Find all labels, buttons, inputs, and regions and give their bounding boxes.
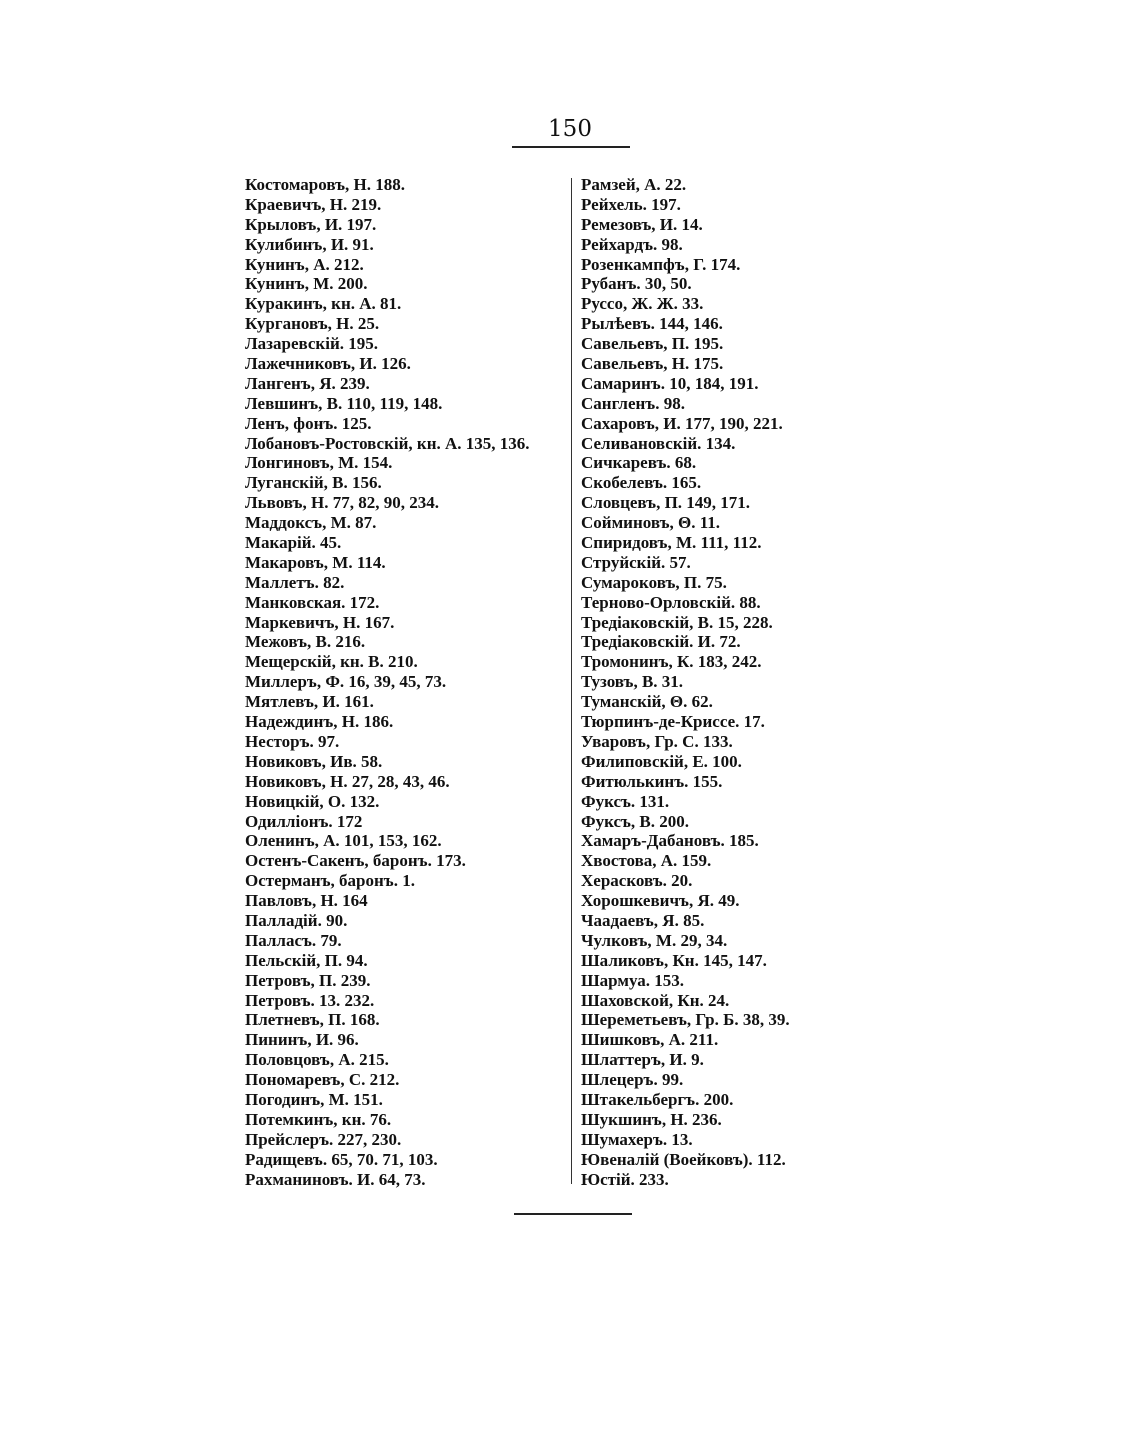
index-entry: Мещерскій, кн. В. 210. (245, 652, 418, 672)
page-number: 150 (548, 116, 592, 142)
index-entry: Шлаттеръ, И. 9. (581, 1050, 704, 1070)
index-entry: Палладій. 90. (245, 910, 348, 930)
index-entry: Лажечниковъ, И. 126. (245, 354, 411, 374)
index-entry: Кулибинъ, И. 91. (245, 234, 374, 254)
index-entry: Луганскій, В. 156. (245, 473, 382, 493)
index-column-left (245, 175, 565, 1189)
index-entry: Скобелевъ. 165. (581, 473, 702, 493)
index-entry: Словцевъ, П. 149, 171. (581, 493, 751, 513)
index-entry: Херасковъ. 20. (581, 871, 693, 891)
index-entry: Костомаровъ, Н. 188. (245, 175, 405, 194)
index-entry: Несторъ. 97. (245, 731, 340, 751)
index-entry: Кургановъ, Н. 25. (245, 314, 380, 334)
index-entry: Чулковъ, М. 29, 34. (581, 930, 728, 950)
index-entry: Прейслеръ. 227, 230. (245, 1129, 402, 1149)
index-entry: Фуксъ, В. 200. (581, 811, 690, 831)
index-entry: Шаховской, Кн. 24. (581, 990, 730, 1010)
index-entry: Шумахеръ. 13. (581, 1129, 693, 1149)
index-entry: Спиридовъ, М. 111, 112. (581, 533, 762, 553)
index-entry: Радищевъ. 65, 70. 71, 103. (245, 1149, 438, 1169)
index-entry: Сойминовъ, Θ. 11. (581, 513, 721, 533)
index-entry: Шаликовъ, Кн. 145, 147. (581, 950, 767, 970)
index-entry: Савельевъ, Н. 175. (581, 354, 724, 374)
index-entry: Рубанъ. 30, 50. (581, 274, 692, 294)
index-entry: Маддоксъ, М. 87. (245, 513, 377, 533)
index-entry: Одиллiонъ. 172 (245, 811, 363, 831)
index-entry: Тюрпинъ-де-Криссе. 17. (581, 712, 765, 732)
index-entry: Рахманиновъ. И. 64, 73. (245, 1169, 426, 1189)
index-entry: Новиковъ, Н. 27, 28, 43, 46. (245, 771, 450, 791)
index-entry: Савельевъ, П. 195. (581, 334, 724, 354)
index-entry: Сумароковъ, П. 75. (581, 572, 727, 592)
index-entry: Остерманъ, баронъ. 1. (245, 871, 415, 891)
index-entry: Погодинъ, М. 151. (245, 1089, 383, 1109)
index-column-right (581, 175, 871, 1189)
index-entry: Маллетъ. 82. (245, 572, 345, 592)
index-entry: Чаадаевъ, Я. 85. (581, 910, 705, 930)
index-entry: Фуксъ. 131. (581, 791, 670, 811)
index-entry: Куракинъ, кн. А. 81. (245, 294, 402, 314)
index-entry: Левшинъ, В. 110, 119, 148. (245, 393, 443, 413)
index-entry: Львовъ, Н. 77, 82, 90, 234. (245, 493, 439, 513)
index-entry: Хвостова, А. 159. (581, 851, 712, 871)
index-entry: Крыловъ, И. 197. (245, 214, 377, 234)
index-entry: Тредіаковскій. И. 72. (581, 632, 741, 652)
index-entry: Уваровъ, Гр. С. 133. (581, 731, 733, 751)
index-entry: Петровъ. 13. 232. (245, 990, 375, 1010)
index-entry: Струйскій. 57. (581, 552, 691, 572)
index-entry: Шлецеръ. 99. (581, 1070, 684, 1090)
index-entry: Шармуа. 153. (581, 970, 684, 990)
index-entry: Половцовъ, А. 215. (245, 1050, 389, 1070)
index-entry: Юстій. 233. (581, 1169, 669, 1189)
index-entry: Маркевичъ, Н. 167. (245, 612, 395, 632)
index-entry: Штакельбергъ. 200. (581, 1089, 734, 1109)
index-entry: Петровъ, П. 239. (245, 970, 371, 990)
index-entry: Туманскій, Θ. 62. (581, 692, 713, 712)
index-entry: Потемкинъ, кн. 76. (245, 1109, 392, 1129)
index-entry: Лонгиновъ, М. 154. (245, 453, 393, 473)
bottom-rule (514, 1213, 632, 1215)
index-entry: Сангленъ. 98. (581, 393, 685, 413)
index-entry: Плетневъ, П. 168. (245, 1010, 380, 1030)
index-entry: Пономаревъ, С. 212. (245, 1070, 400, 1090)
index-entry: Селивановскій. 134. (581, 433, 736, 453)
index-entry: Шукшинъ, Н. 236. (581, 1109, 722, 1129)
index-entry: Шереметьевъ, Гр. Б. 38, 39. (581, 1010, 790, 1030)
index-entry: Терново-Орловскій. 88. (581, 592, 761, 612)
index-entry: Мятлевъ, И. 161. (245, 692, 374, 712)
index-entry: Оленинъ, А. 101, 153, 162. (245, 831, 442, 851)
index-entry: Рейхардъ. 98. (581, 234, 683, 254)
index-entry: Шишковъ, А. 211. (581, 1030, 719, 1050)
index-entry: Новицкій, О. 132. (245, 791, 380, 811)
index-entry: Рамзей, А. 22. (581, 175, 687, 194)
index-entry: Лангенъ, Я. 239. (245, 373, 370, 393)
index-entry: Самаринъ. 10, 184, 191. (581, 373, 759, 393)
index-entry: Макаровъ, М. 114. (245, 552, 386, 572)
index-entry: Лазаревскій. 195. (245, 334, 378, 354)
index-entry: Ювеналій (Воейковъ). 112. (581, 1149, 786, 1169)
index-entry: Хамаръ-Дабановъ. 185. (581, 831, 759, 851)
index-entry: Пельскій, П. 94. (245, 950, 368, 970)
index-entry: Тузовъ, В. 31. (581, 672, 684, 692)
index-entry: Хорошкевичъ, Я. 49. (581, 891, 740, 911)
index-entry: Кунинъ, М. 200. (245, 274, 368, 294)
index-entry: Розенкампфъ, Г. 174. (581, 254, 741, 274)
index-entry: Ремезовъ, И. 14. (581, 214, 703, 234)
index-entry: Филиповскій, Е. 100. (581, 751, 742, 771)
index-entry: Руссо, Ж. Ж. 33. (581, 294, 704, 314)
index-entry: Новиковъ, Ив. 58. (245, 751, 383, 771)
index-entry: Лобановъ-Ростовскій, кн. А. 135, 136. (245, 433, 530, 453)
index-entry: Павловъ, Н. 164 (245, 891, 368, 911)
column-divider (571, 178, 572, 1184)
index-entry: Макарій. 45. (245, 533, 342, 553)
top-rule (512, 146, 630, 148)
index-entry: Межовъ, В. 216. (245, 632, 366, 652)
index-entry: Ленъ, фонъ. 125. (245, 413, 372, 433)
index-entry: Пининъ, И. 96. (245, 1030, 359, 1050)
index-entry: Манковская. 172. (245, 592, 380, 612)
index-entry: Сахаровъ, И. 177, 190, 221. (581, 413, 783, 433)
index-entry: Кунинъ, А. 212. (245, 254, 364, 274)
index-entry: Сичкаревъ. 68. (581, 453, 697, 473)
index-entry: Остенъ-Сакенъ, баронъ. 173. (245, 851, 466, 871)
index-entry: Надеждинъ, Н. 186. (245, 712, 394, 732)
index-entry: Фитюлькинъ. 155. (581, 771, 723, 791)
index-entry: Миллеръ, Ф. 16, 39, 45, 73. (245, 672, 447, 692)
index-entry: Тредіаковскій, В. 15, 228. (581, 612, 773, 632)
index-entry: Палласъ. 79. (245, 930, 342, 950)
index-entry: Рейхель. 197. (581, 194, 681, 214)
index-entry: Краевичъ, Н. 219. (245, 194, 382, 214)
index-entry: Рылѣевъ. 144, 146. (581, 314, 723, 334)
index-entry: Тромонинъ, К. 183, 242. (581, 652, 762, 672)
